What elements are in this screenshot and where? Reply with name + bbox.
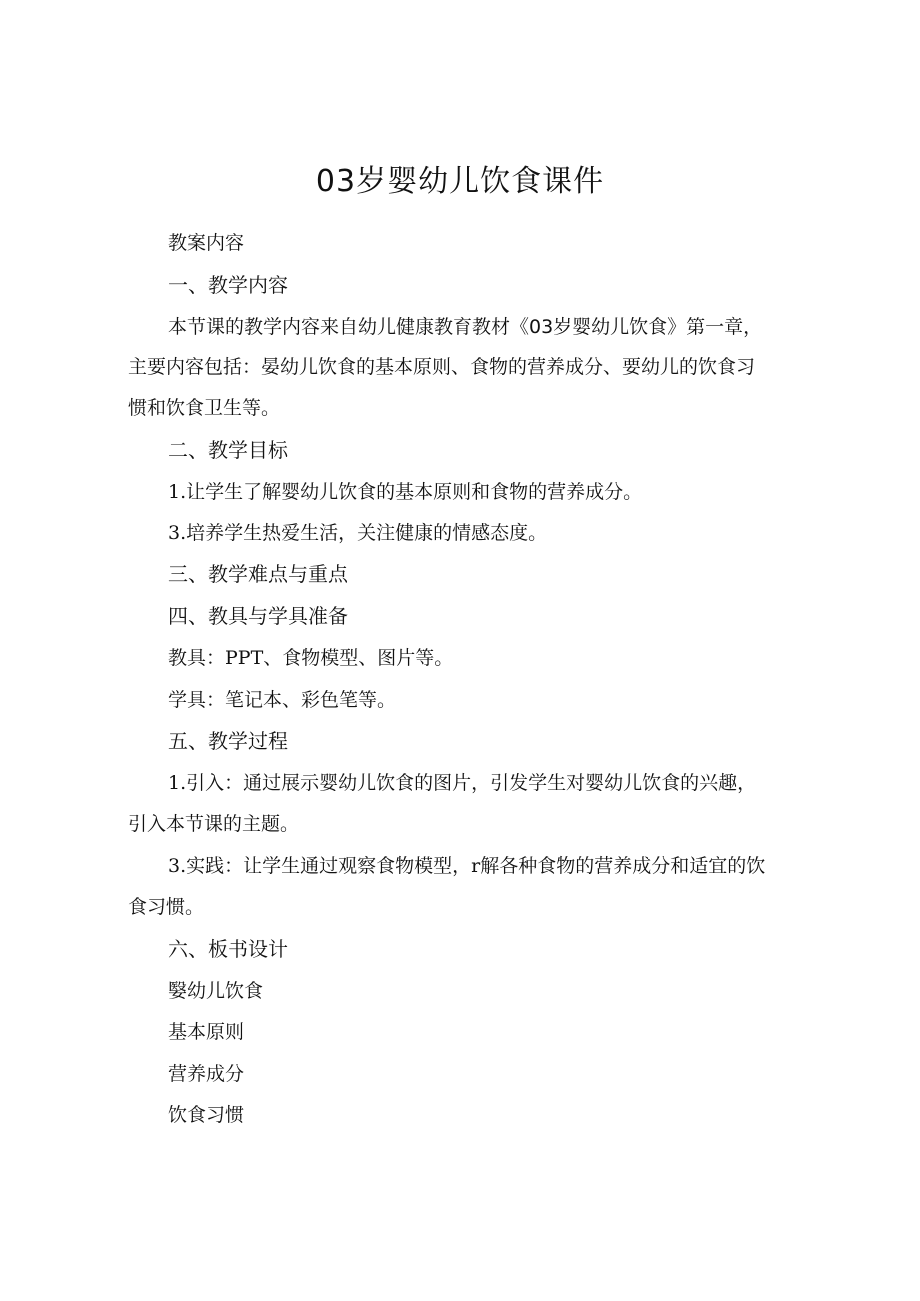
paragraph-content-line-1: 本节课的教学内容来自幼儿健康教育教材《03岁婴幼儿饮食》第一章， (168, 316, 763, 338)
goal-item-3: 3.培养学生热爱生活，关注健康的情感态度。 (168, 522, 548, 544)
heading-teaching-process: 五、教学过程 (168, 729, 288, 753)
student-tools: 学具：笔记本、彩色笔等。 (168, 689, 397, 711)
heading-materials: 四、教具与学具准备 (168, 604, 348, 628)
document-title: 03岁婴幼儿饮食课件 (315, 164, 605, 199)
paragraph-content-line-2: 主要内容包括：晏幼儿饮食的基本原则、食物的营养成分、要幼儿的饮食习 (128, 356, 756, 378)
process-step-1-line-1: 1.引入：通过展示婴幼儿饮食的图片，引发学生对婴幼儿饮食的兴趣， (168, 772, 757, 794)
heading-board-design: 六、板书设计 (168, 937, 288, 961)
paragraph-content-line-3: 惯和饮食卫生等。 (128, 397, 281, 419)
board-item-4: 饮食习惯 (168, 1104, 245, 1126)
goal-item-1: 1.让学生了解婴幼儿饮食的基本原则和食物的营养成分。 (168, 481, 643, 503)
board-item-3: 营养成分 (168, 1063, 245, 1085)
heading-teaching-goals: 二、教学目标 (168, 438, 288, 462)
board-item-2: 基本原则 (168, 1021, 245, 1043)
heading-difficulties: 三、教学难点与重点 (168, 562, 348, 586)
section-label: 教案内容 (168, 232, 245, 254)
heading-teaching-content: 一、教学内容 (168, 273, 288, 297)
process-step-1-line-2: 引入本节课的主题。 (128, 813, 300, 835)
process-step-3-line-2: 食习惯。 (128, 896, 205, 918)
process-step-3-line-1: 3.实践：让学生通过观察食物模型，r解各种食物的营养成分和适宜的饮 (168, 855, 766, 877)
board-item-1: 嫛幼儿饮食 (168, 980, 264, 1002)
teacher-tools: 教具：PPT、食物模型、图片等。 (168, 647, 454, 669)
